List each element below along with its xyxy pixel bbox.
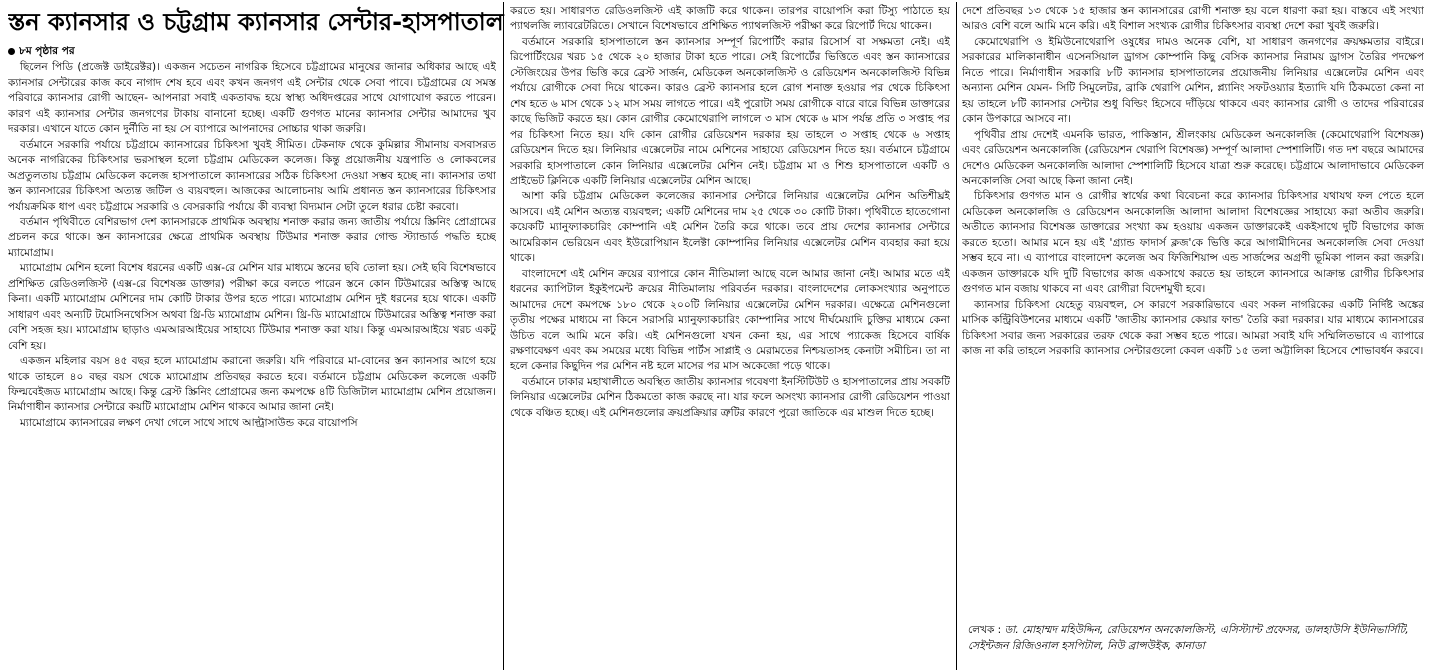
paragraph: বর্তমানে সরকারি হাসপাতালে স্তন ক্যানসার সম্পূর্ণ রিপোর্টিং করার রিসোর্স বা সক্ষমতা নেই। এই রিপোর্টিংয়ের খরচ ১৫ থেকে ২০ হাজার টাকা হতে পারে। সেই রিপোর্টের ভিত্তিতে এবং স্তন ক্যানসারের স্টেজিংয়ের উপর ভিত্তি করে ব্রেস্ট সার্জন, মেডিকেল অনকোলজিস্ট ও রেডিয়েশন অনকোলজিস্ট বিভিন্ন পর্যায়ে রোগীকে সেবা দিয়ে থাকেন। কারও ব্রেস্ট ক্যানসার হলে রোগ শনাক্ত হওয়ার পর থেকে চিকিৎসা শেষ হতে ৬ মাস থেকে ১২ মাস সময় লাগতে পারে। এই পুরোটা সময় রোগীকে বারে বারে বিভিন্ন ডাক্তারের কাছে ভিজিট করতে হয়। কোন রোগীর কেমোথেরাপি লাগলে ৩ মাস থেকে ৬ মাস পর্যন্ত প্রতি ৩ সপ্তাহ পর পর চিকিৎসা নিতে হয়। যদি কোন রোগীর রেডিয়েশন দরকার হয় তাহলে ৩ সপ্তাহ থেকে ৬ সপ্তাহ রেডিয়েশন দিতে হয়। লিনিয়ার এক্সেলেটর নামে মেশিনের সাহায্যে রেডিয়েশন দিতে হয়। বর্তমানে চট্টগ্রামে সরকারি হাসপাতালে কোন লিনিয়ার এক্সেলেটর মেশিন নেই। চট্টগ্রাম মা ও শিশু হাসপাতালে একটি ও প্রাইভেট ক্লিনিকে একটি লিনিয়ার এক্সেলেটর মেশিন আছে। [510, 35, 950, 187]
article-column-3 [962, 4, 1424, 668]
continuation-marker [8, 44, 496, 59]
paragraph: বাংলাদেশে এই মেশিন ক্রয়ের ব্যাপারে কোন নীতিমালা আছে বলে আমার জানা নেই। আমার মতে এই ধরনের ক্যাপিটাল ইকুইপমেন্ট ক্রয়ের নীতিমালায় পরিবর্তন দরকার। বাংলাদেশের লোকসংখ্যার অনুপাতে আমাদের দেশে কমপক্ষে ১৮০ থেকে ২০০টি লিনিয়ার এক্সেলেটর মেশিন দরকার। এক্ষেত্রে মেশিনগুলো তৃতীয় পক্ষের মাধ্যমে না কিনে সরাসরি ম্যানুফ্যাকচারিং কোম্পানির সাথে দীর্ঘমেয়াদি চুক্তির মাধ্যমে কেনা উচিত বলে আমি মনে করি। এই মেশিনগুলো যখন কেনা হয়, এর সাথে প্যাকেজ হিসেবে বার্ষিক রক্ষণাবেক্ষণ এবং কম সময়ের মধ্যে বিভিন্ন পার্টস সাপ্লাই ও মেরামতের নিশ্চয়তাসহ কেনাটা সমীচিন। তা না হলে কেনার কিছুদিন পর মেশিন নষ্ট হলে মাসের পর মাস অকেজো পড়ে থাকে। [510, 267, 950, 373]
column-divider [956, 2, 957, 670]
author-byline [968, 622, 1423, 654]
article-headline: স্তন ক্যানসার ও চট্টগ্রাম ক্যানসার সেন্টার-হাসপাতাল [8, 8, 504, 36]
byline-label: লেখক : [968, 624, 1005, 636]
paragraph: ছিলেন পিডি (প্রজেক্ট ডাইরেক্টর)। একজন সচেতন নাগরিক হিসেবে চট্টগ্রামের মানুষের জানার অধিকার আছে এই ক্যানসার সেন্টারের কাজ কবে নাগাদ শেষ হবে এবং কখন জনগণ এই সেন্টার থেকে সেবা পাবে। চট্টগ্রামের যে সমস্ত পরিবারে ক্যানসার রোগী আছেন- আপনারা সবাই একতাবদ্ধ হয়ে স্বাস্থ্য অধিদপ্তরের সাথে যোগাযোগ করতে পারেন। কারণ এই ক্যানসার সেন্টার জনগণের টাকায় বানানো হচ্ছে। একটি গুণগত মানের ক্যানসার সেন্টার আমাদের খুব দরকার। এখানে যাতে কোন দুর্নীতি না হয় সে ব্যাপারে আপনাদের সোচ্চার থাকা জরুরি। [8, 61, 496, 136]
paragraph: পৃথিবীর প্রায় দেশেই এমনকি ভারত, পাকিস্তান, শ্রীলংকায় মেডিকেল অনকোলজি (কেমোথেরাপি বিশেষজ্ঞ) এবং রেডিয়েশন অনকোলজি (রেডিয়েশন থেরাপি বিশেষজ্ঞ) সম্পূর্ণ আলাদা স্পেশালিটি। গত দশ বছরে আমাদের দেশেও মেডিকেল অনকোলজি আলাদা স্পেশালিটি হিসেবে যাত্রা শুরু করেছে। চট্টগ্রামে আলাদাভাবে মেডিকেল অনকোলজি সেবা আছে কিনা জানা নেই। [962, 128, 1424, 187]
paragraph: ম্যামোগ্রাম মেশিন হলো বিশেষ ধরনের একটি এক্স-রে মেশিন যার মাধ্যমে স্তনের ছবি তোলা হয়। সেই ছবি বিশেষভাবে প্রশিক্ষিত রেডিওলজিস্ট (এক্স-রে বিশেষজ্ঞ ডাক্তার) পরীক্ষা করে বলতে পারেন স্তনে কোন টিউমারের অস্তিত্ব আছে কিনা। একটি ম্যামোগ্রাম মেশিনের দাম কোটি টাকার উপর হতে পারে। ম্যামোগ্রাম মেশিন দুই ধরনের হয়ে থাকে। একটি সাধারণ এবং অন্যটি টমোসিনথেসিস অথবা থ্রি-ডি ম্যামোগ্রাম মেশিন। থ্রি-ডি ম্যামোগ্রামে টিউমারের অস্তিত্ব শনাক্ত করা বেশি সহজ হয়। ম্যামোগ্রাম ছাড়াও এমআরআইয়ের সাহায্যে টিউমার শনাক্ত করা যায়। কিন্তু এমআরআইয়ে খরচ একটু বেশি হয়। [8, 262, 496, 352]
paragraph: ম্যামোগ্রামে ক্যানসারের লক্ষণ দেখা গেলে সাথে সাথে আল্ট্রাসাউন্ড করে বায়োপসি [20, 416, 358, 429]
article-column-1 [8, 44, 496, 668]
article-column-2 [510, 4, 950, 668]
bullet-icon [8, 48, 15, 55]
byline-text: ডা. মোহাম্মদ মহিউদ্দিন, রেডিয়েশন অনকোলজিস্ট, এসিস্ট্যান্ট প্রফেসর, ডালহাউসি ইউনিভার্সিটি, সেইন্টজন রিজিওনাল হসপিটাল, নিউ ব্রান্সউইক, কানাডা [968, 624, 1409, 652]
paragraph: দেশে প্রতিবছর ১৩ থেকে ১৫ হাজার স্তন ক্যানসারের রোগী শনাক্ত হয় বলে ধারণা করা হয়। বাস্তবে এই সংখ্যা আরও বেশি বলে আমি মনে করি। এই বিশাল সংখ্যক রোগীর চিকিৎসার ব্যবস্থা দেশে করা খুবই জরুরি। [962, 5, 1424, 33]
paragraph: বর্তমানে সরকারি পর্যায়ে চট্টগ্রামে ক্যানসারের চিকিৎসা খুবই সীমিত। টেকনাফ থেকে কুমিল্লার সীমানায় বসবাসরত অনেক নাগরিকের চিকিৎসার ভরসাস্থল হলো চট্টগ্রাম মেডিকেল কলেজ। কিন্তু প্রয়োজনীয় যন্ত্রপাতি ও লোকবলের অপ্রতুলতায় চট্টগ্রাম মেডিকেল কলেজ হাসপাতালে ক্যানসারের সঠিক চিকিৎসা দেওয়া সম্ভব হচ্ছে না। ক্যানসার তথা স্তন ক্যানসারের চিকিৎসা অত্যন্ত জটিল ও ব্যয়বহুল। আজকের আলোচনায় আমি প্রধানত স্তন ক্যানসারের চিকিৎসার পর্যায়ক্রমিক ধাপ এবং চট্টগ্রামে সরকারি ও বেসরকারি পর্যায়ে কী ব্যবস্থা বিদ্যমান সেটা তুলে ধরার চেষ্টা করবো। [8, 138, 496, 213]
paragraph: করতে হয়। সাধারণত রেডিওলজিস্ট এই কাজটি করে থাকেন। তারপর বায়োপসি করা টিস্যু পাঠাতে হয় প্যাথলজি ল্যাবরেটরিতে। সেখানে বিশেষভাবে প্রশিক্ষিত প্যাথলজিস্ট পরীক্ষা করে রিপোর্ট দিয়ে থাকেন। [510, 5, 950, 33]
paragraph: ক্যানসার চিকিৎসা যেহেতু ব্যয়বহুল, সে কারণে সরকারিভাবে এবং সকল নাগরিকের একটি নির্দিষ্ট অঙ্কের মাসিক কন্ট্রিবিউশনের মাধ্যমে একটি 'জাতীয় ক্যানসার কেয়ার ফান্ড' তৈরি করা দরকার। যার মাধ্যমে ক্যানসারের চিকিৎসা সবার জন্য সরকারের তরফ থেকে করা সম্ভব হতে পারে। আমরা সবাই যদি সম্মিলিতভাবে এ ব্যাপারে কাজ না করি তাহলে সরকারি ক্যানসার সেন্টারগুলো কেবল একটি ১৫ তলা অট্টালিকা হিসেবে শোভাবর্ধন করবে। [962, 298, 1424, 357]
paragraph: বর্তমান পৃথিবীতে বেশিরভাগ দেশ ক্যানসারকে প্রাথমিক অবস্থায় শনাক্ত করার জন্য জাতীয় পর্যায়ে স্ক্রিনিং প্রোগ্রামের প্রচলন করে থাকে। স্তন ক্যানসারের ক্ষেত্রে প্রাথমিক অবস্থায় টিউমার শনাক্ত করার গোল্ড স্ট্যান্ডার্ড পদ্ধতি হচ্ছে ম্যামোগ্রাম। [8, 215, 496, 259]
continuation-label: ৮ম পৃষ্ঠার পর [19, 45, 75, 57]
paragraph: আশা করি চট্টগ্রাম মেডিকেল কলেজের ক্যানসার সেন্টারে লিনিয়ার এক্সেলেটর মেশিন অতিশীঘ্রই আসবে। এই মেশিন অত্যন্ত ব্যয়বহুল; একটি মেশিনের দাম ২৫ থেকে ৩০ কোটি টাকা। পৃথিবীতে হাতেগোনা কয়েকটি ম্যানুফ্যাকচারিং কোম্পানি এই মেশিন তৈরি করে থাকে। তবে প্রায় দেশের ক্যানসার সেন্টারে আমেরিকান ভেরিয়েন এবং ইউরোপিয়ান ইলেক্টা কোম্পানির লিনিয়ার এক্সেলেটর মেশিন ব্যবহার করা হয়ে থাকে। [510, 190, 950, 265]
column-divider [503, 2, 504, 670]
paragraph: বর্তমানে ঢাকার মহাখালীতে অবস্থিত জাতীয় ক্যানসার গবেষণা ইনস্টিটিউট ও হাসপাতালের প্রায় সবকটি লিনিয়ার এক্সেলেটর মেশিন ঠিকমতো কাজ করছে না। যার ফলে অসংখ্য ক্যানসার রোগী রেডিয়েশন পাওয়া থেকে বঞ্চিত হচ্ছে। এই মেশিনগুলোর ক্রয়প্রক্রিয়ার ত্রুটির কারণে পুরো জাতিকে এর মাশুল দিতে হচ্ছে। [510, 375, 950, 419]
paragraph: কেমোথেরাপি ও ইমিউনোথেরাপি ওষুধের দামও অনেক বেশি, যা সাধারণ জনগণের ক্রয়ক্ষমতার বাইরে। সরকারের মালিকানাধীন এসেনসিয়াল ড্রাগস কোম্পানি কিছু বেসিক ক্যানসার নিরাময় ড্রাগস তৈরির পদক্ষেপ নিতে পারে। নির্মাণাধীন সরকারি ৮টি ক্যানসার হাসপাতালের প্রয়োজনীয় লিনিয়ার এক্সেলেটর মেশিন এবং অন্যান্য মেশিন যেমন- সিটি সিমুলেটর, ব্রাকি থেরাপি মেশিন, প্ল্যানিং সফটওয়্যার ইত্যাদি যদি ঠিকমতো কেনা না হয় তাহলে ৮টি ক্যানসার সেন্টার শুধু বিল্ডিং হিসেবে দাঁড়িয়ে থাকবে এবং ক্যানসার রোগী ও তাদের পরিবারের কোন উপকারে আসবে না। [962, 35, 1424, 126]
paragraph: একজন মহিলার বয়স ৪৫ বছর হলে ম্যামোগ্রাম করানো জরুরি। যদি পরিবারে মা-বোনের স্তন ক্যানসার আগে হয়ে থাকে তাহলে ৪০ বছর বয়স থেকে ম্যামোগ্রাম প্রতিবছর করতে হবে। বর্তমানে চট্টগ্রাম মেডিকেল কলেজে একটি ফিল্মবেইজড ম্যামোগ্রাম আছে। কিন্তু ব্রেস্ট স্ক্রিনিং প্রোগ্রামের জন্য কমপক্ষে ৪টি ডিজিটাল ম্যামোগ্রাম মেশিন প্রয়োজন। নির্মাণাধীন ক্যানসার সেন্টারে কয়টি ম্যামোগ্রাম মেশিন থাকবে আমার জানা নেই। [8, 355, 496, 414]
paragraph: চিকিৎসার গুণগত মান ও রোগীর স্বার্থের কথা বিবেচনা করে ক্যানসার চিকিৎসার যথাযথ ফল পেতে হলে মেডিকেল অনকোলজি ও রেডিয়েশন অনকোলজি আলাদা আলাদা বিশেষজ্ঞের সাহায্যে করা অতীব জরুরি। অতীতে ক্যানসার বিশেষজ্ঞ ডাক্তারের সংখ্যা কম হওয়ায় একজন ডাক্তারকেই একইসাথে দুটি বিভাগের কাজ করতে হতো। আমার মনে হয় এই 'গ্র্যান্ড ফাদার্স ক্লজ'কে ভিত্তি করে আগামীদিনের অনকোলজি সেবা দেওয়া সম্ভব হবে না। এ ব্যাপারে বাংলাদেশ কলেজ অব ফিজিশিয়ান্স এন্ড সার্জন্সের অগ্রণী ভূমিকা পালন করা জরুরি। একজন ডাক্তারকে যদি দুটি বিভাগের কাজ একসাথে করতে হয় তাহলে ক্যানসারে আক্রান্ত রোগীর চিকিৎসার গুণগত মান বজায় থাকবে না এবং রোগীরা বিদেশমুখী হবে। [962, 190, 1424, 296]
